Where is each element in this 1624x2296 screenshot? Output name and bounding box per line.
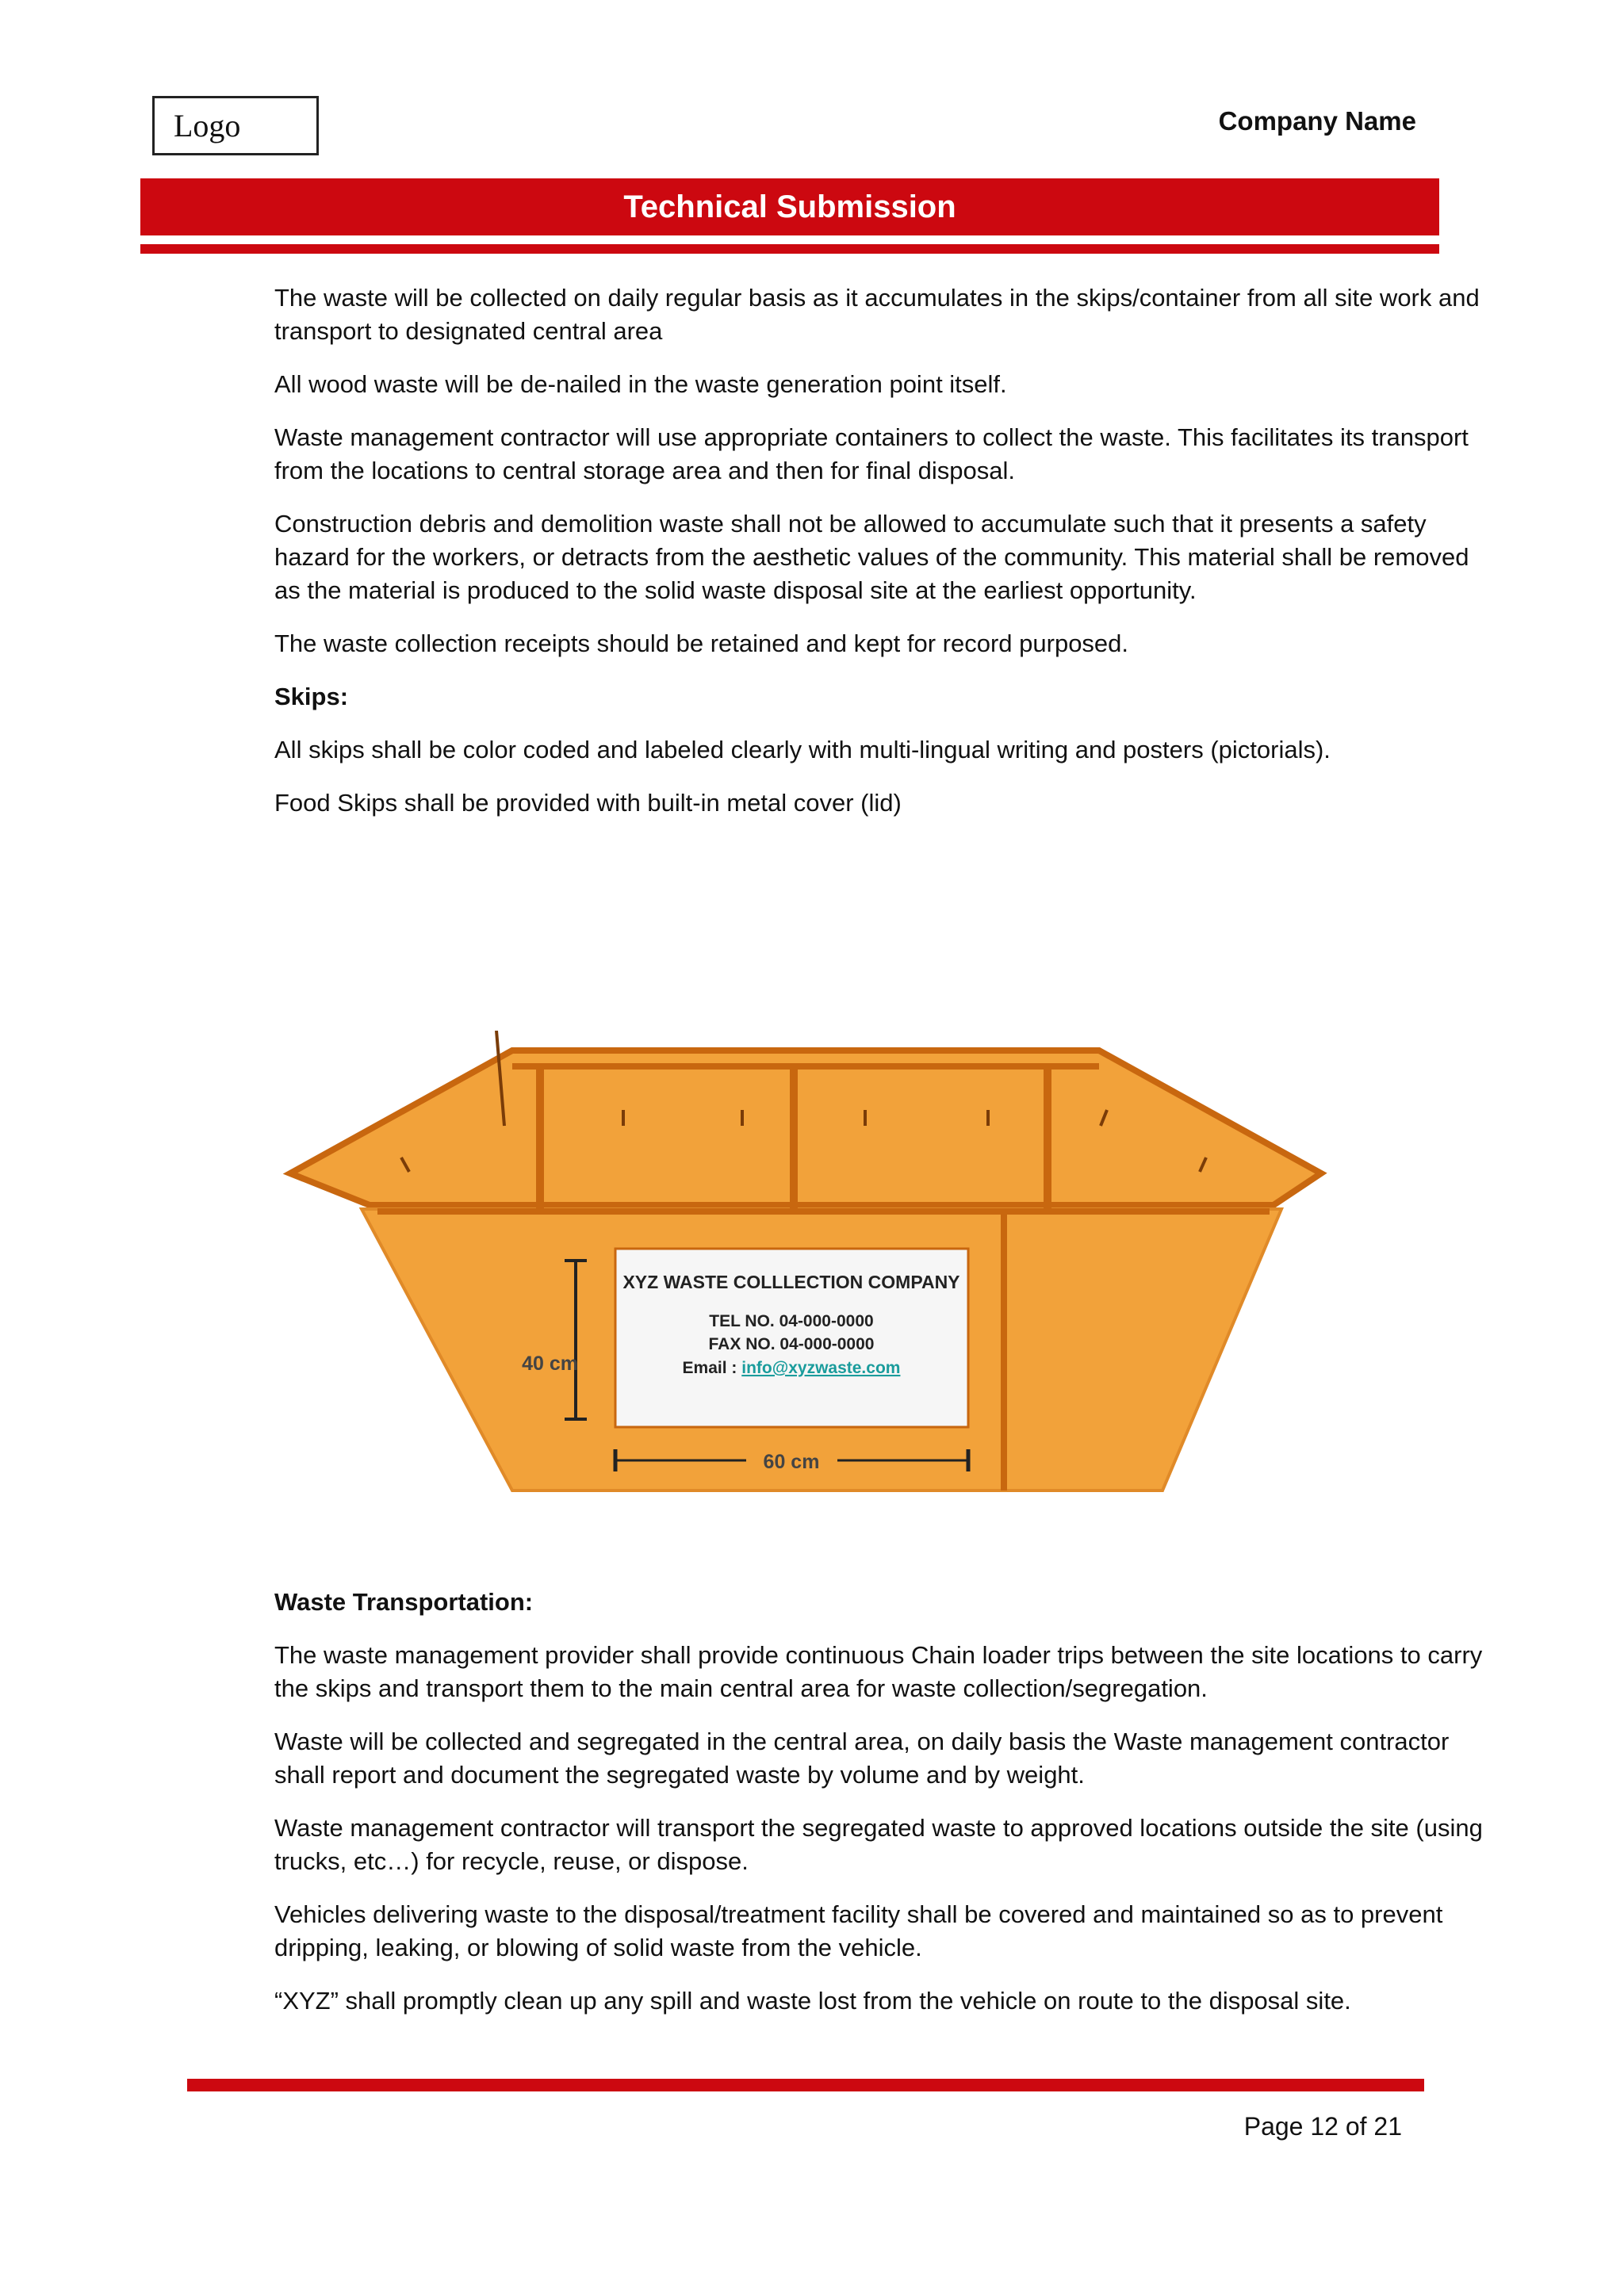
paragraph: The waste collection receipts should be retained and kept for record purposed.: [274, 629, 1129, 657]
paragraph: Waste management contractor will transport the segregated waste to approved locations outside the site (using trucks, etc…) for recycle, reuse, or dispose.: [274, 1814, 1483, 1875]
dimension-width-label: 60 cm: [763, 1451, 820, 1473]
skip-top-rim: [290, 1050, 1321, 1205]
company-name: Company Name: [1218, 106, 1416, 136]
dimension-height-label: 40 cm: [522, 1353, 578, 1375]
page-title-banner: Technical Submission: [140, 178, 1439, 235]
section-heading-waste-transportation: Waste Transportation:: [274, 1588, 534, 1616]
paragraph: Vehicles delivering waste to the disposal/treatment facility shall be covered and maintained so as to prevent dripping, leaking, or blowing of solid waste from the vehicle.: [274, 1900, 1443, 1961]
sign-email-link: info@xyzwaste.com: [741, 1359, 901, 1377]
sign-fax: FAX NO. 04-000-0000: [708, 1335, 875, 1353]
skip-container-illustration: [274, 1031, 1329, 1506]
paragraph: All skips shall be color coded and labeled clearly with multi-lingual writing and posters (pictorials).: [274, 736, 1331, 763]
svg-text:Email : info@xyzwaste.com: [683, 1359, 901, 1377]
paragraph: The waste will be collected on daily regular basis as it accumulates in the skips/container from all site work and transport to designated central area: [274, 284, 1480, 345]
section-heading-skips: Skips:: [274, 683, 349, 710]
body-text-bottom: [274, 1586, 1488, 2038]
paragraph: All wood waste will be de-nailed in the waste generation point itself.: [274, 370, 1007, 398]
sign-company-name: XYZ WASTE COLLLECTION COMPANY: [622, 1272, 960, 1292]
paragraph: “XYZ” shall promptly clean up any spill and waste lost from the vehicle on route to the disposal site.: [274, 1987, 1351, 2015]
paragraph: Construction debris and demolition waste shall not be allowed to accumulate such that it presents a safety hazard for the workers, or detracts from the aesthetic values of the community. This material shall be removed as the material is produced to the solid waste disposal site at the earliest opportunity.: [274, 510, 1469, 604]
paragraph: Waste will be collected and segregated in the central area, on daily basis the Waste management contractor shall report and document the segregated waste by volume and by weight.: [274, 1728, 1450, 1789]
logo-placeholder: Logo: [152, 96, 319, 155]
title-divider: [140, 244, 1439, 254]
paragraph: Waste management contractor will use appropriate containers to collect the waste. This facilitates its transport from the locations to central storage area and then for final disposal.: [274, 423, 1469, 484]
footer-divider: [187, 2079, 1424, 2091]
paragraph: The waste management provider shall provide continuous Chain loader trips between the site locations to carry the skips and transport them to the main central area for waste collection/segregation.: [274, 1641, 1483, 1702]
sign-email-label: Email :: [682, 1359, 742, 1377]
sign-tel: TEL NO. 04-000-0000: [709, 1312, 874, 1330]
paragraph: Food Skips shall be provided with built-in metal cover (lid): [274, 789, 902, 817]
body-text-top: [274, 281, 1488, 840]
page-number: Page 12 of 21: [1243, 2112, 1402, 2141]
